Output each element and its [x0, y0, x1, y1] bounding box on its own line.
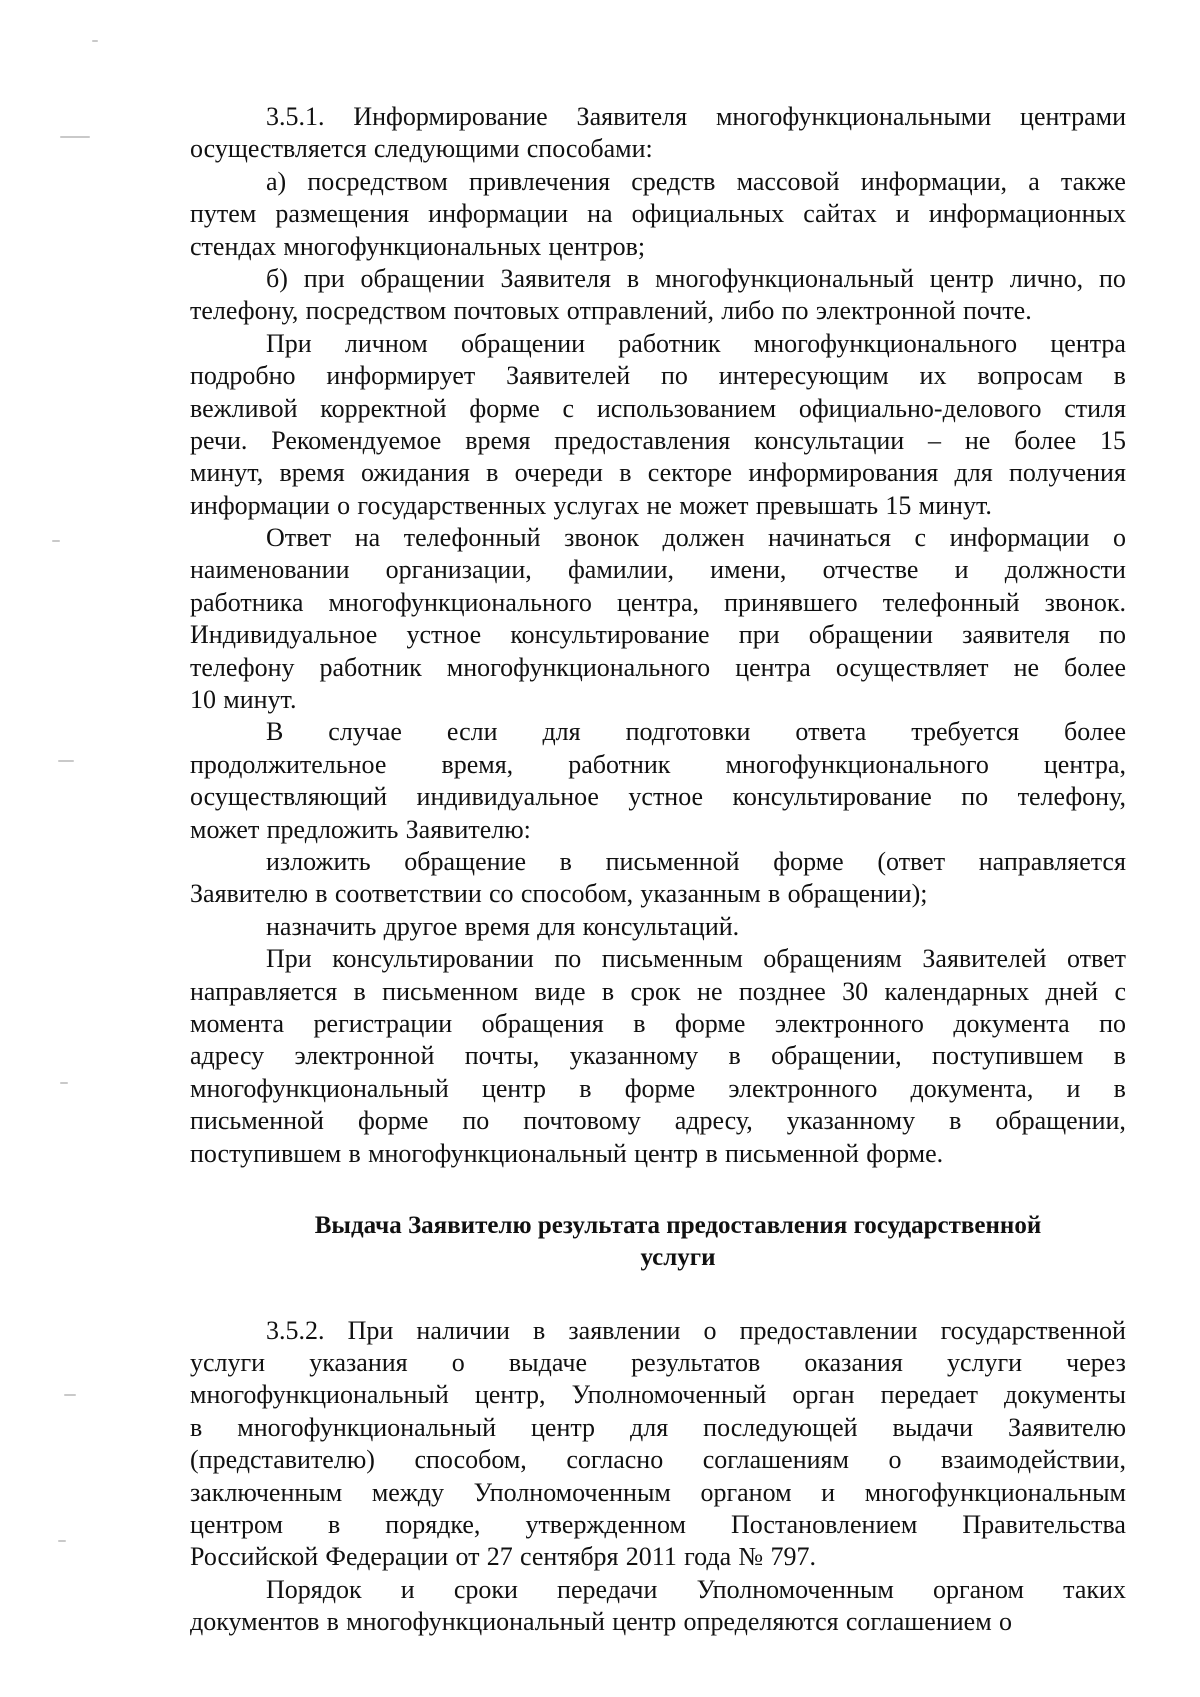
- text-line: а) посредством привлечения средств массовой информации, а также: [266, 166, 1126, 196]
- text-line: минут, время ожидания в очереди в секторе информирования для получения: [190, 458, 1126, 488]
- text-line: Порядок и сроки передачи Уполномоченным органом таких: [266, 1574, 1126, 1604]
- text-line: момента регистрации обращения в форме электронного документа по: [190, 1008, 1126, 1038]
- spacer: [190, 1275, 1126, 1315]
- paragraph: [190, 943, 1126, 1170]
- document-body: [190, 101, 1126, 1639]
- paragraph: [190, 911, 1126, 943]
- paragraph: [190, 263, 1126, 328]
- text-line: Ответ на телефонный звонок должен начинаться с информации о: [266, 523, 1126, 553]
- spacer: [190, 1170, 1126, 1210]
- text-line: телефону, посредством почтовых отправлений, либо по электронной почте.: [190, 296, 1032, 326]
- text-line: При личном обращении работник многофункционального центра: [266, 328, 1126, 358]
- text-line: (представителю) способом, согласно соглашениям о взаимодействии,: [190, 1445, 1126, 1475]
- text-line: документов в многофункциональный центр определяются соглашением о: [190, 1607, 1012, 1637]
- text-line: назначить другое время для консультаций.: [266, 911, 740, 941]
- text-line: В случае если для подготовки ответа требуется более: [266, 717, 1126, 747]
- paragraph: [190, 846, 1126, 911]
- text-line: стендах многофункциональных центров;: [190, 231, 646, 261]
- text-line: может предложить Заявителю:: [190, 814, 531, 844]
- paragraph: [190, 328, 1126, 522]
- section-heading: Выдача Заявителю результата предоставления государственной: [314, 1211, 1042, 1239]
- text-line: речи. Рекомендуемое время предоставления консультации – не более 15: [190, 425, 1126, 455]
- text-line: заключенным между Уполномоченным органом и многофункциональным: [190, 1477, 1126, 1507]
- scan-artifact: [60, 136, 90, 138]
- section-heading: услуги: [640, 1244, 716, 1272]
- text-line: подробно информирует Заявителей по интересующим их вопросам в: [190, 361, 1126, 391]
- scan-artifact: [92, 40, 98, 42]
- text-line: При консультировании по письменным обращениям Заявителей ответ: [266, 944, 1126, 974]
- text-line: путем размещения информации на официальных сайтах и информационных: [190, 199, 1126, 229]
- paragraph: [190, 1574, 1126, 1639]
- text-line: б) при обращении Заявителя в многофункциональный центр лично, по: [266, 263, 1126, 293]
- text-line: Заявителю в соответствии со способом, указанным в обращении);: [190, 879, 928, 909]
- text-line: осуществляющий индивидуальное устное консультирование по телефону,: [190, 782, 1126, 812]
- text-line: в многофункциональный центр для последующей выдачи Заявителю: [190, 1412, 1126, 1442]
- text-line: телефону работник многофункционального центра осуществляет не более: [190, 652, 1126, 682]
- text-line: многофункциональный центр в форме электронного документа, и в: [190, 1073, 1126, 1103]
- text-line: центром в порядке, утвержденном Постановлением Правительства: [190, 1510, 1126, 1540]
- text-line: направляется в письменном виде в срок не позднее 30 календарных дней с: [190, 976, 1126, 1006]
- scan-artifact: [64, 1394, 76, 1396]
- text-line: поступившем в многофункциональный центр в письменной форме.: [190, 1138, 944, 1168]
- scan-artifact: [52, 540, 60, 542]
- text-line: изложить обращение в письменной форме (ответ направляется: [266, 846, 1126, 876]
- paragraph: [190, 1315, 1126, 1574]
- text-line: осуществляется следующими способами:: [190, 134, 653, 164]
- text-line: информации о государственных услугах не может превышать 15 минут.: [190, 490, 992, 520]
- text-line: 10 минут.: [190, 685, 297, 715]
- text-line: многофункциональный центр, Уполномоченный орган передает документы: [190, 1380, 1126, 1410]
- text-line: адресу электронной почты, указанному в обращении, поступившем в: [190, 1041, 1126, 1071]
- text-line: продолжительное время, работник многофункционального центра,: [190, 749, 1126, 779]
- text-line: Российской Федерации от 27 сентября 2011 года № 797.: [190, 1542, 816, 1572]
- scan-artifact: [58, 760, 74, 762]
- text-line: наименовании организации, фамилии, имени, отчестве и должности: [190, 555, 1126, 585]
- text-line: 3.5.2. При наличии в заявлении о предоставлении государственной: [266, 1315, 1126, 1345]
- scan-artifact: [58, 1540, 66, 1542]
- text-line: 3.5.1. Информирование Заявителя многофункциональными центрами: [266, 102, 1126, 131]
- text-line: письменной форме по почтовому адресу, указанному в обращении,: [190, 1106, 1126, 1136]
- text-line: Индивидуальное устное консультирование при обращении заявителя по: [190, 620, 1126, 650]
- paragraph: [190, 166, 1126, 263]
- paragraph: [190, 101, 1126, 166]
- paragraph: [190, 522, 1126, 716]
- text-line: работника многофункционального центра, принявшего телефонный звонок.: [190, 587, 1126, 617]
- text-line: услуги указания о выдаче результатов оказания услуги через: [190, 1348, 1126, 1378]
- text-line: вежливой корректной форме с использованием официально-делового стиля: [190, 393, 1126, 423]
- paragraph: [190, 716, 1126, 846]
- scan-artifact: [60, 1082, 68, 1084]
